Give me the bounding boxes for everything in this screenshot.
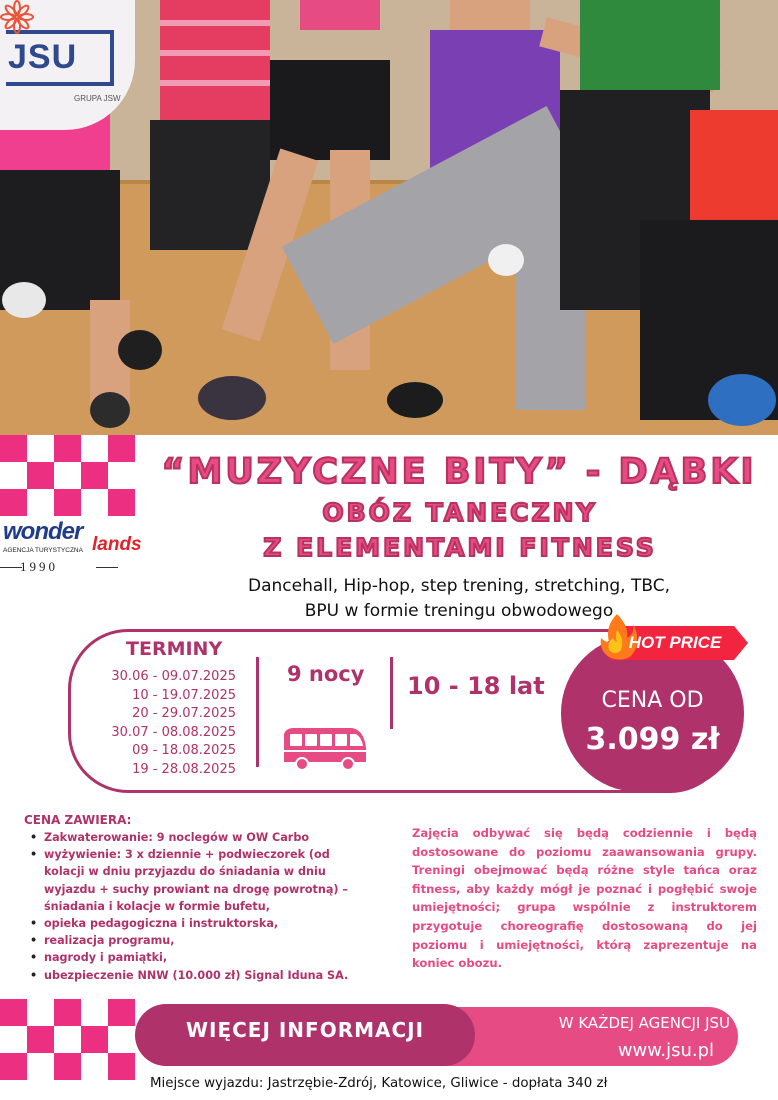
jsu-group-label: GRUPA JSW (74, 94, 121, 103)
wonderlands-logo-sub: lands (92, 534, 142, 555)
more-info-button-label[interactable]: WIĘCEJ INFORMACJI (185, 1018, 425, 1042)
bus-icon (280, 724, 368, 772)
stay-length: 9 nocy (287, 662, 365, 686)
jsu-logo-text: JSU (8, 38, 78, 76)
title-camp-name: “MUZYCZNE BITY” - DĄBKI (161, 452, 757, 492)
schedule-date: 19 - 28.08.2025 (132, 761, 236, 777)
wonderlands-logo (0, 512, 142, 578)
schedule-divider (390, 657, 393, 729)
hot-price-label: HOT PRICE (628, 633, 722, 652)
subtitle-styles-line2: BPU w formie treningu obwodowego (304, 601, 614, 621)
subtitle-styles-line1: Dancehall, Hip-hop, step trening, stretching, TBC, (247, 576, 671, 596)
hero-photo-dancers (0, 0, 778, 435)
includes-item: • nagrody i pamiątki, (30, 949, 370, 966)
title-camp-type: OBÓZ TANECZNY (322, 498, 598, 527)
schedule-date: 30.07 - 08.08.2025 (111, 724, 236, 740)
age-range: 10 - 18 lat (407, 672, 545, 700)
departure-info: Miejsce wyjazdu: Jastrzębie-Zdrój, Katowice, Gliwice - dopłata 340 zł (150, 1076, 608, 1091)
includes-item: • wyżywienie: 3 x dziennie + podwieczorek (od kolacji w dniu przyjazdu do śniadania w dniu wyjazdu + suchy prowiant na drogę powrotną) – śniadania i kolacje w formie bufetu, (30, 846, 370, 915)
includes-item: • opieka pedagogiczna i instruktorska, (30, 915, 370, 932)
includes-item: • realizacja programu, (30, 932, 370, 949)
schedule-date-list (96, 668, 236, 780)
schedule-heading: TERMINY (126, 638, 223, 660)
schedule-date: 10 - 19.07.2025 (132, 687, 236, 703)
wonderlands-divider-right (96, 567, 118, 568)
title-camp-subtype: Z ELEMENTAMI FITNESS (263, 533, 657, 562)
wonderlands-agency-label: AGENCJA TURYSTYCZNA (3, 547, 83, 554)
includes-heading: CENA ZAWIERA: (24, 813, 132, 827)
checker-decoration-bottom (0, 999, 135, 1080)
agency-info-text: W KAŻDEJ AGENCJI JSU (558, 1014, 730, 1032)
price-label: CENA OD (601, 688, 704, 713)
wonderlands-logo-main: wonder (3, 518, 83, 545)
includes-list (30, 829, 370, 984)
schedule-divider (256, 657, 259, 767)
schedule-date: 09 - 18.08.2025 (132, 743, 236, 759)
includes-item: • Zakwaterowanie: 9 noclegów w OW Carbo (30, 829, 370, 846)
schedule-date: 20 - 29.07.2025 (132, 706, 236, 722)
checker-decoration-top (0, 435, 135, 516)
price-value: 3.099 zł (585, 722, 720, 757)
wonderlands-year: 1990 (20, 559, 58, 574)
flower-icon (0, 0, 34, 34)
program-description: Zajęcia odbywać się będą codziennie i będą dostosowane do poziomu zaawansowania grupy. Treningi obejmować będą różne style tańca oraz fitness, aby każdy mógł je poznać i pogłębić swoje umiejętności; grupa wspólnie z instruktorem przygotuje choreografię dostosowaną do jej poziomu i umiejętności, którą zaprezentuje na koniec obozu. (412, 826, 757, 971)
includes-item: • ubezpieczenie NNW (10.000 zł) Signal Iduna SA. (30, 967, 370, 984)
wonderlands-divider-left (0, 567, 22, 568)
schedule-date: 30.06 - 09.07.2025 (111, 669, 236, 684)
website-link[interactable]: www.jsu.pl (617, 1040, 714, 1061)
